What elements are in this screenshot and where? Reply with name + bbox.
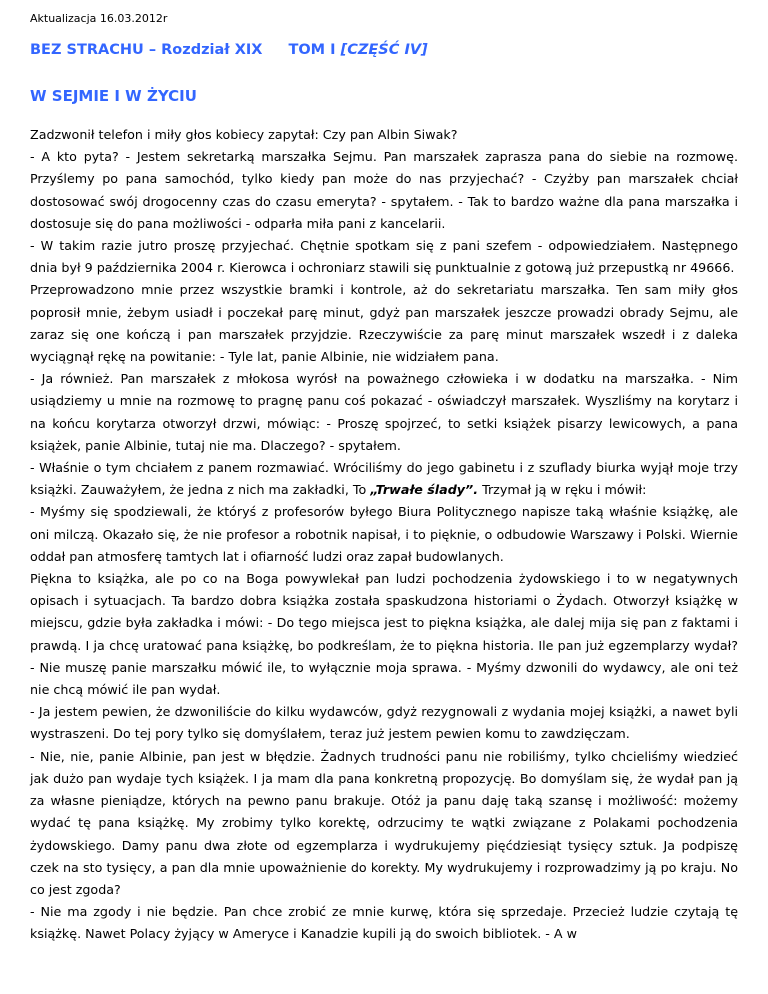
document-body [30,124,738,946]
paragraph: Piękna to książka, ale po co na Boga powywlekał pan ludzi pochodzenia żydowskiego i to w negatywnych opisach i sytuacjach. Ta bardzo dobra książka została spaskudzona historiami o Żydach. Otworzył książkę w miejscu, gdzie była zakładka i mówi: - Do tego miejsca jest to piękna książka, ale dalej mija się pan z faktami i prawdą. I ja chcę uratować pana książkę, bo podkreślam, że to piękna historia. Ile pan już egzemplarzy wydał? - Nie muszę panie marszałku mówić ile, to wyłącznie moja sprawa. - Myśmy dzwonili do wydawcy, ale oni też nie chcą mówić ile pan wydał. [30,571,738,698]
paragraph: Zadzwonił telefon i miły głos kobiecy zapytał: Czy pan Albin Siwak? [30,127,458,142]
book-title: „Trwałe ślady”. [370,482,479,498]
paragraph: - A kto pyta? - Jestem sekretarką marszałka Sejmu. Pan marszałek zaprasza pana do siebie na rozmowę. Przyślemy po pana samochód, tylko kiedy pan może do nas przyjechać? - Czyżby pan marszałek chciał dostosować swój drogocenny czas do czasu emeryta? - spytałem. - Tak to bardzo ważne dla pana marszałka i dostosuje się do pana możliwości - odparła miła pani z kancelarii. [30,149,738,231]
paragraph: - Myśmy się spodziewali, że któryś z profesorów byłego Biura Politycznego napisze taką właśnie książkę, ale oni milczą. Okazało się, że nie profesor a robotnik napisał, i to pięknie, o odbudowie Warszawy i Polski. Wiernie oddał pan atmosferę tamtych lat i ofiarność ludzi oraz zapał budowlanych. [30,504,738,564]
volume-label: TOM I [288,42,336,58]
chapter-title: BEZ STRACHU – Rozdział XIX [30,42,263,58]
chapter-heading [30,40,738,60]
paragraph: Przeprowadzono mnie przez wszystkie bramki i kontrole, aż do sekretariatu marszałka. Ten sam miły głos poprosił mnie, żebym usiadł i poczekał parę minut, gdyż pan marszałek jeszcze prowadzi obrady Sejmu, ale zaraz się one kończą i pan marszałek przyjdzie. Rzeczywiście za parę minut marszałek wszedł i z daleka wyciągnął rękę na powitanie: - Tyle lat, panie Albinie, nie widziałem pana. [30,282,738,365]
paragraph: - Nie, nie, panie Albinie, pan jest w błędzie. Żadnych trudności panu nie robiliśmy, tylko chcieliśmy wiedzieć jak dużo pan wydaje tych książek. I ja mam dla pana konkretną propozycję. Bo domyślam się, że wydał pan ją za własne pieniądze, których na pewno panu brakuje. Otóż ja panu daję taką szansę i możliwość: możemy wydać tę pana książkę. My zrobimy tylko korektę, odrzucimy te wątki związane z Polakami pochodzenia żydowskiego. Damy panu dwa złote od egzemplarza i wydrukujemy pięćdziesiąt tysięcy sztuk. Ja podpiszę czek na sto tysięcy, a pan dla mnie upoważnienie do korekty. My wydrukujemy i rozprowadzimy ją po kraju. No co jest zgoda? [30,748,738,897]
paragraph: - W takim razie jutro proszę przyjechać. Chętnie spotkam się z pani szefem - odpowiedziałem. Następnego dnia był 9 października 2004 r. Kierowca i ochroniarz stawili się punktualnie z gotową już przepustką nr 49666. [30,238,738,276]
paragraph-text: Trzymał ją w ręku i mówił: [478,482,647,498]
paragraph: - Ja również. Pan marszałek z młokosa wyrósł na poważnego człowieka i w dodatku na marszałka. - Nim usiądziemy u mnie na rozmowę to pragnę panu coś pokazać - oświadczył marszałek. Wyszliśmy na korytarz i na końcu korytarza otworzył drzwi, mówiąc: - Proszę spojrzeć, to setki książek pisarzy lewicowych, a pana książek, panie Albinie, tutaj nie ma. Dlaczego? - spytałem. [30,371,738,453]
document-page [30,12,738,946]
section-title: W SEJMIE I W ŻYCIU [30,87,197,105]
paragraph-text: - Właśnie o tym chciałem z panem rozmawiać. Wróciliśmy do jego gabinetu i z szuflady biurka wyjął moje trzy książki. Zauważyłem, że jedna z nich ma zakładki, To [30,460,738,498]
update-date: Aktualizacja 16.03.2012r [30,12,168,25]
paragraph: - Nie ma zgody i nie będzie. Pan chce zrobić ze mnie kurwę, która się sprzedaje. Przecież ludzie czytają tę książkę. Nawet Polacy żyjący w Ameryce i Kanadzie kupili ją do swoich bibliotek. - A w [30,904,738,942]
paragraph: - Ja jestem pewien, że dzwoniliście do kilku wydawców, gdyż rezygnowali z wydania mojej książki, a nawet byli wystraszeni. Do tej pory tylko się domyślałem, teraz już jestem pewien komu to zawdzięczam. [30,704,738,742]
part-label: [CZĘŚĆ IV] [340,42,428,58]
paragraph [30,457,738,501]
